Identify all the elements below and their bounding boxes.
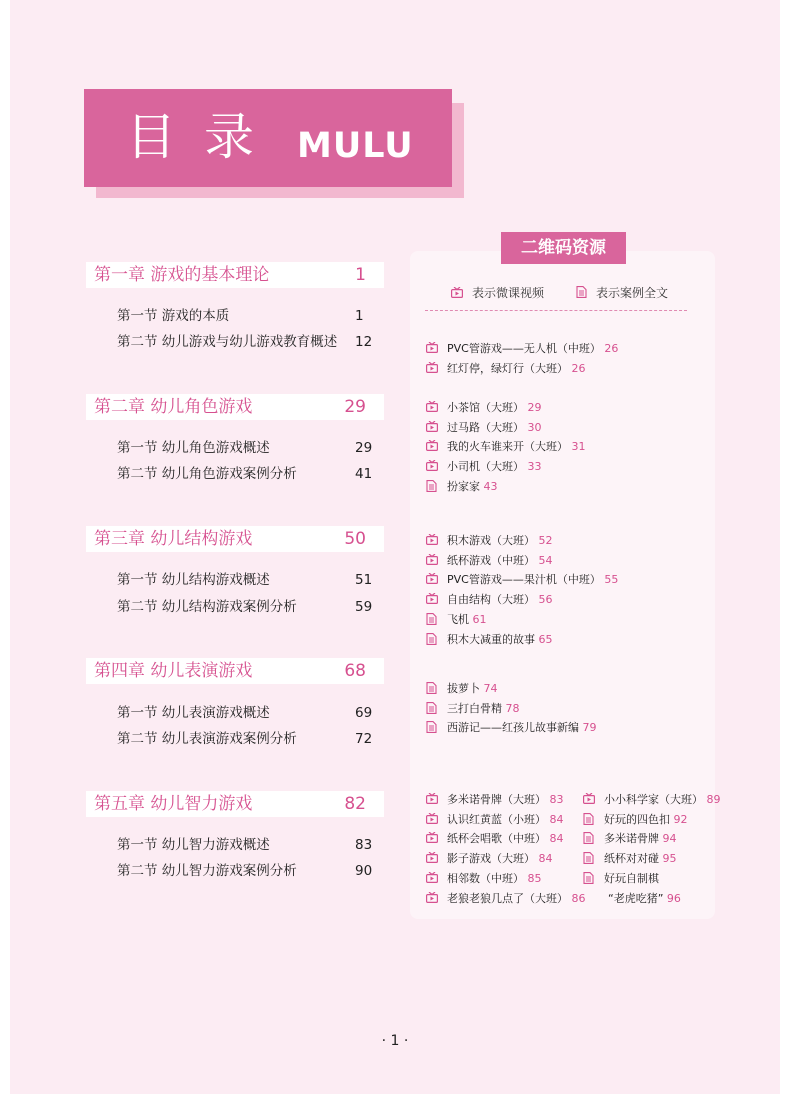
qr-item-page: 26: [568, 361, 586, 375]
title-english: MULU: [297, 126, 414, 166]
qr-item-title: 拔萝卜: [447, 682, 480, 695]
video-icon: [426, 460, 438, 471]
qr-item-title: PVC管游戏——无人机（中班）: [447, 342, 601, 355]
chapter-heading-4[interactable]: [86, 658, 384, 684]
video-icon: [426, 401, 438, 412]
qr-item-page: 30: [524, 420, 542, 434]
qr-item-page: 84: [546, 832, 564, 846]
section-entry[interactable]: 第二节 幼儿表演游戏案例分析: [117, 731, 297, 747]
section-entry[interactable]: 第一节 幼儿智力游戏概述: [117, 837, 270, 853]
chapter-title: 第五章 幼儿智力游戏: [94, 794, 253, 814]
chapter-title: 第二章 幼儿角色游戏: [94, 397, 253, 417]
video-icon: [426, 554, 438, 565]
qr-resource-item[interactable]: [426, 400, 542, 416]
qr-item-title: 飞机: [447, 612, 469, 626]
document-icon: [426, 682, 438, 693]
chapter-page: 1: [355, 265, 366, 285]
document-icon: [426, 613, 438, 624]
qr-item-page: 96: [663, 891, 681, 905]
qr-item-page: 29: [524, 401, 542, 414]
legend-video-label: 表示微课视频: [472, 286, 545, 300]
qr-resource-item[interactable]: [426, 792, 564, 808]
qr-item-title: 我的火车谁来开（大班）: [447, 440, 568, 454]
qr-item-title: 自由结构（大班）: [447, 593, 535, 607]
section-page: 51: [355, 572, 373, 588]
chapter-title: 第三章 幼儿结构游戏: [94, 529, 253, 549]
qr-item-page: 95: [659, 852, 677, 866]
title-chinese: 目录: [126, 108, 282, 166]
qr-item-page: 52: [535, 534, 553, 547]
qr-item-title: PVC管游戏——果汁机（中班）: [447, 573, 601, 587]
section-entry[interactable]: 第一节 幼儿结构游戏概述: [117, 572, 270, 588]
section-page: 29: [355, 440, 373, 456]
section-page: 1: [355, 308, 364, 324]
qr-item-title: 积木大减重的故事: [447, 632, 535, 646]
qr-item-title: 多米诺骨牌: [604, 832, 659, 846]
section-page: 12: [355, 334, 373, 350]
qr-item-page: 79: [579, 721, 597, 735]
chapter-page: 29: [344, 397, 366, 417]
video-icon: [426, 793, 438, 804]
qr-item-title: 纸杯会唱歌（中班）: [447, 832, 546, 846]
qr-item-title: 多米诺骨牌（大班）: [447, 793, 546, 806]
video-icon: [426, 362, 438, 373]
qr-item-title: 相邻数（中班）: [447, 871, 524, 885]
video-icon: [426, 573, 438, 584]
section-entry[interactable]: 第一节 幼儿角色游戏概述: [117, 440, 270, 456]
qr-item-title: 过马路（大班）: [447, 420, 524, 434]
qr-item-page: 84: [535, 852, 553, 866]
qr-item-page: 89: [703, 793, 721, 806]
qr-item-title: 小司机（大班）: [447, 460, 524, 474]
qr-item-page: 78: [502, 701, 520, 715]
section-page: 72: [355, 731, 373, 747]
chapter-heading-5[interactable]: [86, 791, 384, 817]
section-page: 69: [355, 705, 373, 721]
section-page: 41: [355, 466, 373, 482]
qr-item-title: 红灯停，绿灯行（大班）: [447, 361, 568, 375]
qr-item-title: 小小科学家（大班）: [604, 793, 703, 806]
qr-resource-item[interactable]: [583, 831, 677, 847]
video-icon: [426, 813, 438, 824]
qr-item-title: 小茶馆（大班）: [447, 401, 524, 414]
qr-resource-item[interactable]: [426, 871, 542, 887]
qr-item-page: 84: [546, 812, 564, 826]
legend-video: [451, 285, 544, 301]
video-icon: [451, 287, 463, 298]
qr-resource-item[interactable]: [426, 533, 553, 549]
qr-resource-item[interactable]: [426, 592, 553, 608]
qr-resource-item[interactable]: [426, 459, 542, 475]
video-icon: [426, 872, 438, 883]
qr-resource-item[interactable]: [426, 361, 586, 377]
qr-panel-title: 二维码资源: [501, 232, 626, 264]
video-icon: [426, 852, 438, 863]
document-icon: [426, 480, 438, 491]
qr-item-page: 85: [524, 871, 542, 885]
panel-divider: [425, 310, 687, 311]
qr-item-page: 54: [535, 553, 553, 567]
qr-resource-item[interactable]: [583, 792, 721, 808]
qr-resource-item[interactable]: [426, 851, 553, 867]
qr-item-title: “老虎吃猪”: [608, 891, 664, 905]
section-entry[interactable]: 第二节 幼儿智力游戏案例分析: [117, 863, 297, 879]
qr-item-title: 扮家家: [447, 479, 480, 493]
video-icon: [426, 892, 438, 903]
qr-item-page: 94: [659, 832, 677, 846]
qr-item-title: 认识红黄蓝（小班）: [447, 812, 546, 826]
qr-item-page: 74: [480, 682, 498, 695]
qr-resource-item[interactable]: [426, 681, 498, 697]
qr-item-page: 31: [568, 440, 586, 454]
section-page: 83: [355, 837, 373, 853]
qr-resource-item[interactable]: [426, 341, 618, 357]
qr-item-page: 43: [480, 479, 498, 493]
qr-item-page: 92: [670, 812, 688, 826]
qr-resource-item[interactable]: [426, 632, 553, 648]
document-icon: [583, 852, 595, 863]
section-entry[interactable]: 第二节 幼儿结构游戏案例分析: [117, 599, 297, 615]
qr-item-page: 56: [535, 593, 553, 607]
qr-resource-item[interactable]: [583, 891, 681, 907]
qr-resource-item[interactable]: [426, 831, 564, 847]
section-entry[interactable]: 第二节 幼儿角色游戏案例分析: [117, 466, 297, 482]
qr-item-title: 纸杯对对碰: [604, 852, 659, 866]
qr-resource-item[interactable]: [583, 851, 677, 867]
qr-item-title: 好玩自制棋: [604, 871, 659, 885]
section-page: 90: [355, 863, 373, 879]
qr-resource-item[interactable]: [426, 420, 542, 436]
qr-resource-item[interactable]: [426, 812, 564, 828]
qr-item-title: 老狼老狼几点了（大班）: [447, 891, 568, 905]
qr-item-page: 83: [546, 793, 564, 806]
qr-item-title: 三打白骨精: [447, 701, 502, 715]
video-icon: [426, 342, 438, 353]
legend-doc-label: 表示案例全文: [596, 286, 669, 300]
page-number: · 1 ·: [381, 1033, 409, 1049]
video-icon: [426, 832, 438, 843]
chapter-title: 第四章 幼儿表演游戏: [94, 661, 253, 681]
section-entry[interactable]: 第一节 游戏的本质: [117, 308, 230, 324]
qr-resource-item[interactable]: [426, 701, 520, 717]
video-icon: [426, 593, 438, 604]
qr-resource-item[interactable]: [426, 891, 586, 907]
qr-item-page: 65: [535, 632, 553, 646]
video-icon: [583, 793, 595, 804]
video-icon: [426, 440, 438, 451]
qr-resource-item[interactable]: [426, 720, 597, 736]
qr-item-title: 好玩的四色扣: [604, 812, 670, 826]
qr-resource-item[interactable]: [426, 612, 487, 628]
video-icon: [426, 534, 438, 545]
legend-doc: [576, 285, 668, 301]
qr-resource-item[interactable]: [426, 439, 586, 455]
section-entry[interactable]: 第一节 幼儿表演游戏概述: [117, 705, 270, 721]
chapter-page: 82: [344, 794, 366, 814]
chapter-page: 68: [344, 661, 366, 681]
qr-item-page: 33: [524, 460, 542, 474]
video-icon: [426, 421, 438, 432]
qr-item-title: 积木游戏（大班）: [447, 534, 535, 547]
qr-item-title: 西游记——红孩儿故事新编: [447, 721, 579, 735]
qr-item-page: 26: [600, 342, 619, 355]
document-icon: [426, 721, 438, 732]
qr-resource-item[interactable]: [583, 812, 688, 828]
chapter-title: 第一章 游戏的基本理论: [94, 265, 270, 285]
chapter-heading-3[interactable]: [86, 526, 384, 552]
qr-resource-item[interactable]: [426, 553, 553, 569]
chapter-heading-2[interactable]: [86, 394, 384, 420]
qr-resource-item[interactable]: [583, 871, 659, 887]
qr-item-page: 61: [469, 612, 487, 626]
document-icon: [426, 633, 438, 644]
chapter-heading-1[interactable]: [86, 262, 384, 288]
document-icon: [576, 286, 587, 298]
title-banner: [84, 89, 452, 187]
section-entry[interactable]: 第二节 幼儿游戏与幼儿游戏教育概述: [117, 334, 338, 350]
qr-item-title: 纸杯游戏（中班）: [447, 553, 535, 567]
qr-resource-item[interactable]: [426, 572, 618, 588]
document-icon: [583, 872, 595, 883]
qr-item-page: 86: [568, 891, 586, 905]
document-icon: [583, 832, 595, 843]
document-icon: [583, 813, 595, 824]
qr-resource-item[interactable]: [426, 479, 498, 495]
document-icon: [426, 702, 438, 713]
qr-item-page: 55: [600, 573, 619, 587]
qr-item-title: 影子游戏（大班）: [447, 852, 535, 866]
section-page: 59: [355, 599, 373, 615]
chapter-page: 50: [344, 529, 366, 549]
